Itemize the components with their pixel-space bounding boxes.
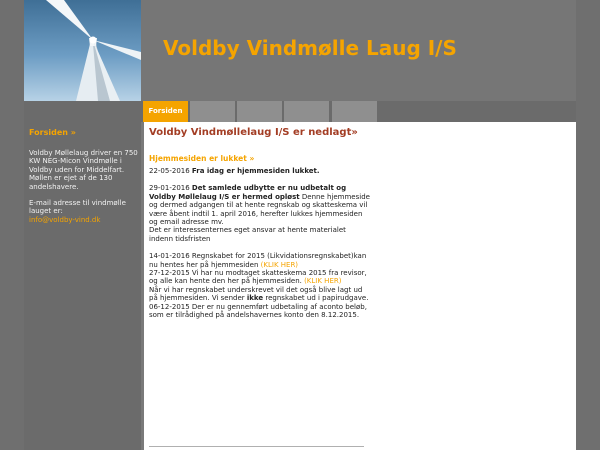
news-date: 29-01-2016 xyxy=(149,184,190,193)
news-text: Det er interessenternes eget ansvar at hente materialet indenn tidsfristen xyxy=(149,226,346,243)
news-bold-text: ikke xyxy=(246,294,264,303)
tab-2[interactable] xyxy=(190,101,235,122)
nav-tabs xyxy=(141,101,576,122)
news-text: 27-12-2015 Vi har nu modtaget skatteskema 2015 fra revisor, og alle kan hente den her på hjemmesiden. xyxy=(149,269,367,286)
tab-forsiden[interactable]: Forsiden xyxy=(143,101,188,122)
news-text: 06-12-2015 Der er nu gennemført udbetaling af aconto beløb, som er tilrådighed på andelshavernes konto den 8.12.2015. xyxy=(149,302,367,320)
klik-her-link-regnskab[interactable]: (KLIK HER) xyxy=(260,260,299,269)
news-item xyxy=(149,252,371,319)
content-divider xyxy=(149,446,364,447)
main-content xyxy=(144,122,576,450)
header-banner xyxy=(141,0,576,101)
sidebar xyxy=(24,101,141,450)
sidebar-info xyxy=(29,149,141,232)
news-bold-text: Det samlede udbytte er nu udbetalt og Voldby Møllelaug I/S er hermed opløst xyxy=(149,184,347,201)
news-text: Denne hjemmeside og dermed adgangen til at hente regnskab og skatteskema vil være åbent indtil 1. april 2016, herefter lukkes hjemmesiden og email adresse mv. xyxy=(149,192,370,227)
tab-3[interactable] xyxy=(237,101,282,122)
closed-heading[interactable]: Hjemmesiden er lukket » xyxy=(149,154,255,163)
news-text: Når vi har regnskabet underskrevet vil det også blive lagt ud på hjemmesiden. Vi sender xyxy=(149,285,363,303)
news-date: 22-05-2016 xyxy=(149,167,190,175)
sidebar-email-block xyxy=(29,199,141,224)
wind-turbine-photo xyxy=(24,0,141,101)
wind-turbine-icon xyxy=(24,0,141,101)
tab-4[interactable] xyxy=(284,101,329,122)
news-item xyxy=(149,184,371,243)
sidebar-email-link[interactable]: info@voldby-vind.dk xyxy=(29,215,101,224)
tab-5[interactable] xyxy=(332,101,377,122)
content-title[interactable]: Voldby Vindmøllelaug I/S er nedlagt» xyxy=(149,127,358,138)
page-frame-left xyxy=(0,0,24,450)
klik-her-link-skatteskema[interactable]: (KLIK HER) xyxy=(304,277,342,286)
news-body xyxy=(149,167,371,329)
sidebar-email-intro: E-mail adresse til vindmølle lauget er: xyxy=(29,199,126,216)
news-item xyxy=(149,167,371,175)
news-text: 14-01-2016 Regnskabet for 2015 (Likvidationsregnskabet)kan nu hentes her på hjemmesiden xyxy=(149,252,367,269)
sidebar-heading-forsiden[interactable]: Forsiden » xyxy=(29,128,76,137)
sidebar-about-text: Voldby Møllelaug driver en 750 KW NEG-Micon Vindmølle i Voldby uden for Middelfart. Møllen er ejet af de 130 andelshavere. xyxy=(29,149,138,191)
page-frame-right xyxy=(576,0,600,450)
news-text: regnskabet ud i papirudgave. xyxy=(263,294,369,303)
site-title: Voldby Vindmølle Laug I/S xyxy=(163,36,457,60)
news-text: Fra idag er hjemmesiden lukket. xyxy=(191,167,320,175)
